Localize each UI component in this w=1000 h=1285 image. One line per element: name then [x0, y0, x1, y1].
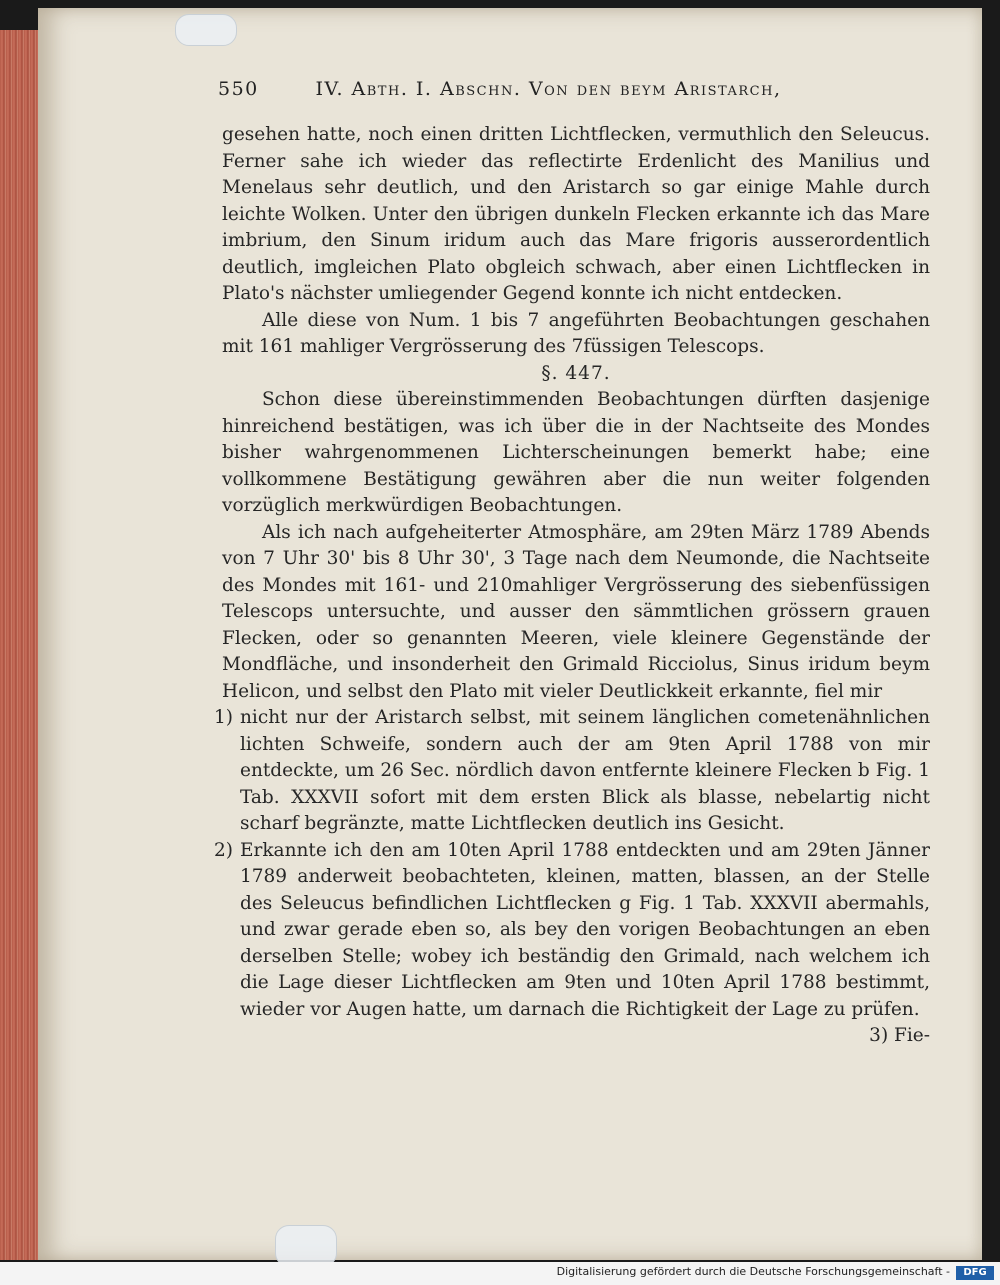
list-item-text: Erkannte ich den am 10ten April 1788 entdeckten und am 29ten Jänner 1789 anderweit beobachteten, kleinen, matten, blassen, an der Stelle des Seleucus befindlichen Lichtflecken g Fig. 1 Tab. XXXVII abermahls, und zwar gerade eben so, als bey den vorigen Beobachtungen an eben derselben Stelle; wobey ich beständig den Grimald, nach welchem ich die Lage dieser Lichtflecken am 9ten und 10ten April 1788 bestimmt, wieder vor Augen hatte, um darnach die Richtigkeit der Lage zu prüfen. — [240, 839, 930, 1020]
page-number: 550 — [218, 78, 259, 100]
book-page-edge — [0, 30, 40, 1260]
list-item — [214, 838, 930, 1024]
catchword: 3) Fie- — [869, 1025, 930, 1046]
page-clip-top — [175, 14, 237, 46]
paragraph: Schon diese übereinstimmenden Beobachtungen dürften dasjenige hinreichend bestätigen, was ich über die in der Nachtseite des Mondes bisher wahrgenommenen Lichterscheinungen bemerkt habe; eine vollkommene Bestätigung gewähren aber die nun weiter folgenden vorzüglich merkwürdigen Beobachtungen. — [222, 389, 930, 516]
section-heading: §. 447. — [541, 362, 611, 384]
list-item-number: 2) — [214, 839, 233, 861]
list-item-number: 1) — [214, 707, 233, 728]
paragraph-continuation: gesehen hatte, noch einen dritten Lichtflecken, vermuthlich den Seleucus. Ferner sahe ich wieder das reflectirte Erdenlicht des Manilius und Menelaus sehr deutlich, und den Aristarch so gar einige Mahle durch leichte Wolken. Unter den übrigen dunkeln Flecken erkannte ich das Mare imbrium, den Sinum iridum auch das Mare frigoris ausserordentlich deutlich, imgleichen Plato obgleich schwach, aber einen Lichtflecken in Plato's nächster umliegender Gegend konnte ich nicht entdecken. — [222, 124, 930, 304]
footer-text: Digitalisierung gefördert durch die Deutsche Forschungsgemeinschaft - — [556, 1265, 950, 1278]
paragraph: Als ich nach aufgeheiterter Atmosphäre, am 29ten März 1789 Abends von 7 Uhr 30' bis 8 Uhr 30', 3 Tage nach dem Neumonde, die Nachtseite des Mondes mit 161- und 210mahliger Vergrösserung des siebenfüssigen Telescops untersuchte, und ausser den sämmtlichen grössern grauen Flecken, oder so genannten Meeren, viele kleinere Gegenstände der Mondfläche, und insonderheit den Grimald Ricciolus, Sinus iridum beym Helicon, und selbst den Plato mit vieler Deutlickkeit erkannte, fiel mir — [222, 521, 930, 702]
list-item — [214, 705, 930, 838]
page-body — [214, 122, 930, 1050]
paragraph: Alle diese von Num. 1 bis 7 angeführten Beobachtungen geschahen mit 161 mahliger Vergrösserung des 7füssigen Telescops. — [222, 309, 930, 357]
page-clip-bottom — [275, 1225, 337, 1267]
digitization-footer — [0, 1262, 1000, 1285]
running-title: IV. Abth. I. Abschn. Von den beym Aristarch, — [315, 78, 782, 100]
list-item-text: nicht nur der Aristarch selbst, mit seinem länglichen cometenähnlichen lichten Schweife, sondern auch der am 9ten April 1788 von mir entdeckte, um 26 Sec. nördlich davon entfernte kleinere Flecken b Fig. 1 Tab. XXXVII sofort mit dem ersten Blick als blasse, nebelartig nicht scharf begränzte, matte Lichtflecken deutlich ins Gesicht. — [240, 707, 930, 834]
dfg-logo: DFG — [956, 1266, 994, 1280]
running-header — [218, 78, 918, 100]
